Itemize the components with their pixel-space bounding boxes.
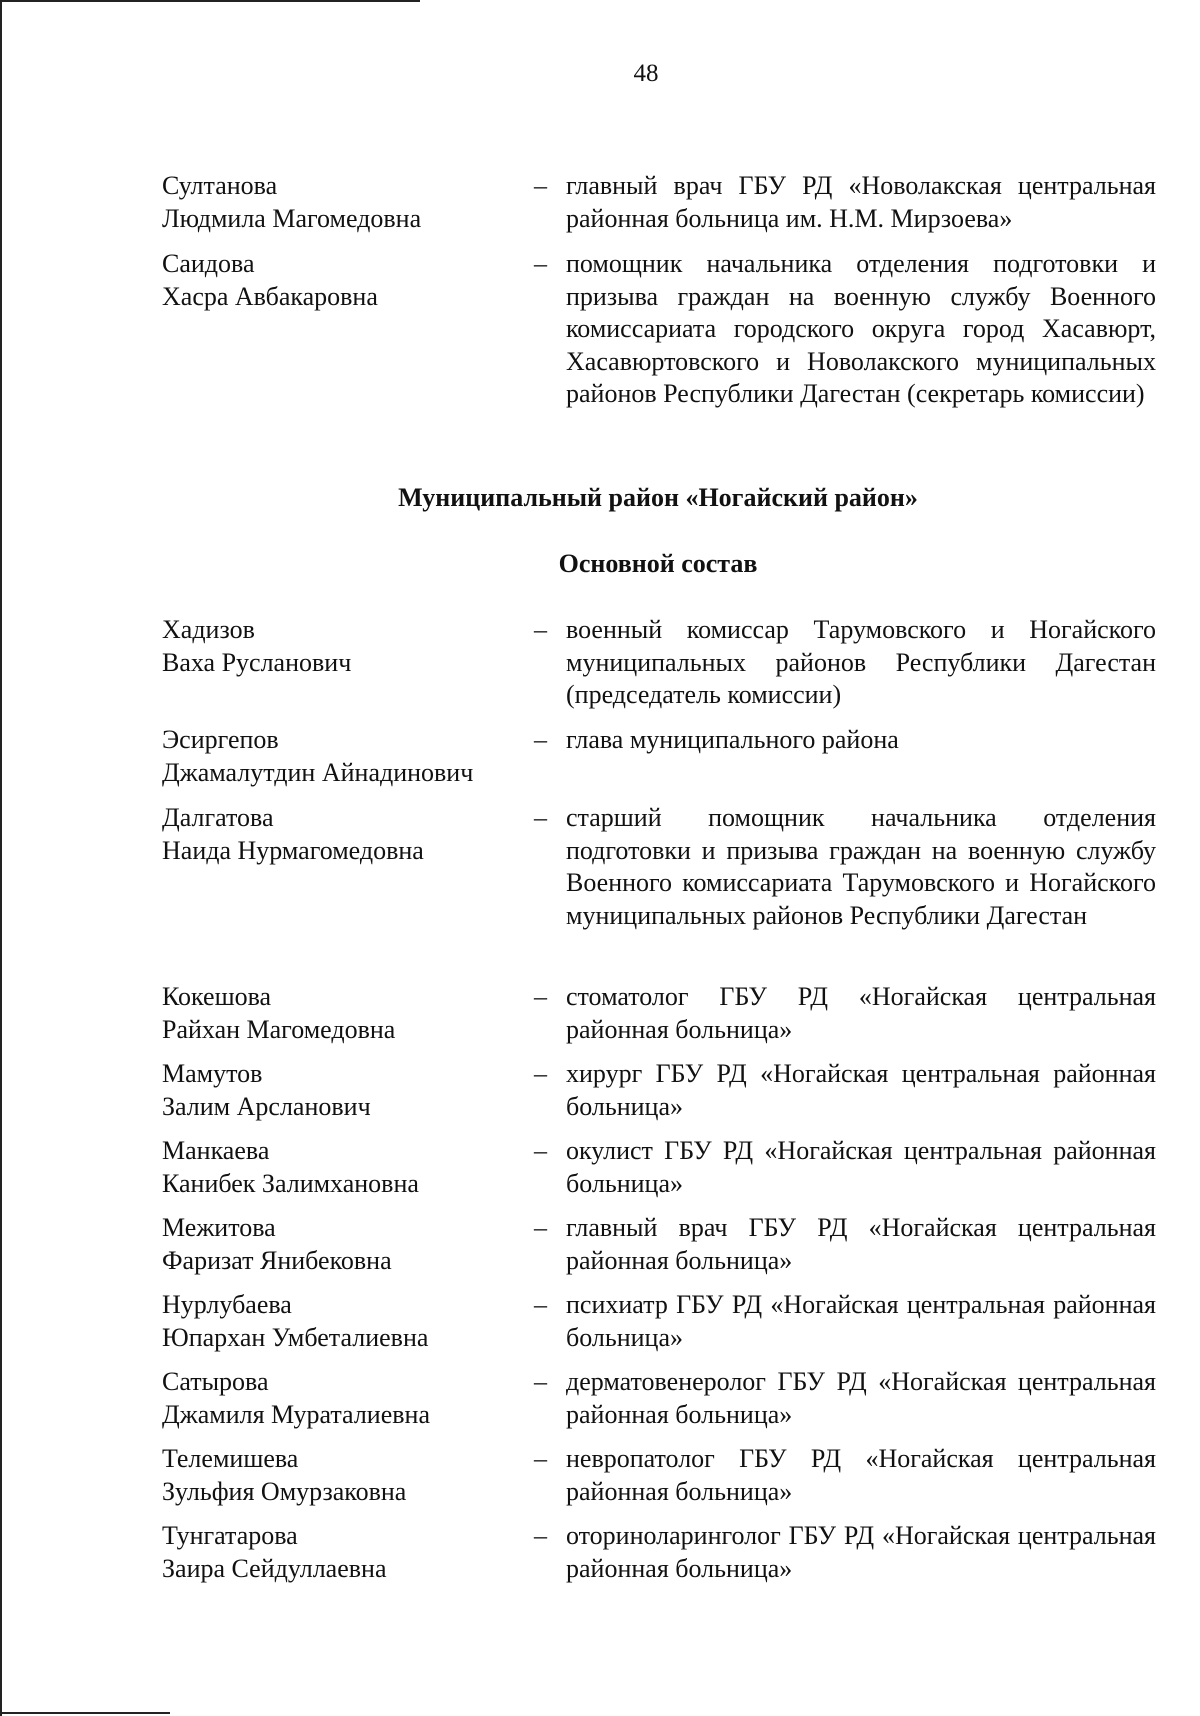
person-name [162, 614, 522, 679]
position-description: главный врач ГБУ РД «Новолакская центральная районная больница им. Н.М. Мирзоева» [566, 171, 1156, 233]
section-heading: Муниципальный район «Ногайский район» [398, 483, 918, 512]
scan-border-left [0, 0, 2, 1716]
dash: – [534, 725, 547, 754]
dash: – [534, 1059, 547, 1088]
person-name [162, 170, 522, 235]
scan-border-bottom [0, 1712, 170, 1714]
dash: – [534, 1521, 547, 1550]
given-name: Канибек Залимхановна [162, 1168, 419, 1198]
given-name: Ваха Русланович [162, 647, 352, 677]
page-number: 48 [633, 60, 659, 87]
position-description: психиатр ГБУ РД «Ногайская центральная районная больница» [566, 1290, 1156, 1352]
given-name: Фаризат Янибековна [162, 1245, 392, 1275]
surname: Нурлубаева [162, 1290, 292, 1319]
person-name [162, 1443, 522, 1508]
position-description: военный комиссар Тарумовского и Ногайского муниципальных районов Республики Дагестан (председатель комиссии) [566, 615, 1156, 709]
dash: – [534, 1367, 547, 1396]
surname: Телемишева [162, 1444, 299, 1473]
person-name [162, 1366, 522, 1431]
dash: – [534, 803, 547, 832]
dash: – [534, 982, 547, 1011]
position-description: главный врач ГБУ РД «Ногайская центральная районная больница» [566, 1213, 1156, 1275]
given-name: Заира Сейдуллаевна [162, 1553, 387, 1583]
person-name [162, 1289, 522, 1354]
dash: – [534, 1290, 547, 1319]
dash: – [534, 249, 547, 278]
surname: Кокешова [162, 982, 272, 1011]
position-description: оториноларинголог ГБУ РД «Ногайская центральная районная больница» [566, 1521, 1156, 1583]
position-description: невропатолог ГБУ РД «Ногайская центральная районная больница» [566, 1444, 1156, 1506]
given-name: Хасра Авбакаровна [162, 281, 378, 311]
person-name [162, 802, 522, 867]
surname: Саидова [162, 249, 255, 278]
given-name: Залим Арсланович [162, 1091, 371, 1121]
surname: Хадизов [162, 615, 255, 644]
dash: – [534, 1136, 547, 1165]
dash: – [534, 615, 547, 644]
surname: Межитова [162, 1213, 276, 1242]
surname: Эсиргепов [162, 725, 279, 754]
position-description: дерматовенеролог ГБУ РД «Ногайская центральная районная больница» [566, 1367, 1156, 1429]
dash: – [534, 171, 547, 200]
person-name [162, 248, 522, 313]
given-name: Наида Нурмагомедовна [162, 835, 424, 865]
person-name [162, 1135, 522, 1200]
given-name: Джамиля Мураталиевна [162, 1399, 430, 1429]
surname: Тунгатарова [162, 1521, 298, 1550]
given-name: Джамалутдин Айнадинович [162, 757, 474, 787]
surname: Мамутов [162, 1059, 263, 1088]
surname: Далгатова [162, 803, 274, 832]
surname: Сатырова [162, 1367, 269, 1396]
subsection-heading: Основной состав [558, 549, 758, 578]
position-description: хирург ГБУ РД «Ногайская центральная районная больница» [566, 1059, 1156, 1121]
given-name: Юпархан Умбеталиевна [162, 1322, 429, 1352]
given-name: Людмила Магомедовна [162, 203, 422, 233]
dash: – [534, 1213, 547, 1242]
person-name [162, 1520, 522, 1585]
scan-border-top [0, 0, 420, 2]
person-name [162, 981, 522, 1046]
position-description: помощник начальника отделения подготовки и призыва граждан на военную службу Военного комиссариата городского округа город Хасавюрт, Хасавюртовского и Новолакского муниципальных районов Республики Дагестан (секретарь комиссии) [566, 249, 1156, 408]
given-name: Райхан Магомедовна [162, 1014, 396, 1044]
position-description: окулист ГБУ РД «Ногайская центральная районная больница» [566, 1136, 1156, 1198]
person-name [162, 1212, 522, 1277]
person-name [162, 1058, 522, 1123]
position-description: глава муниципального района [566, 725, 899, 754]
surname: Султанова [162, 171, 278, 200]
surname: Манкаева [162, 1136, 270, 1165]
person-name [162, 724, 522, 789]
dash: – [534, 1444, 547, 1473]
position-description: стоматолог ГБУ РД «Ногайская центральная районная больница» [566, 982, 1156, 1044]
position-description: старший помощник начальника отделения подготовки и призыва граждан на военную службу Военного комиссариата Тарумовского и Ногайского муниципальных районов Республики Дагестан [566, 803, 1156, 930]
given-name: Зульфия Омурзаковна [162, 1476, 407, 1506]
